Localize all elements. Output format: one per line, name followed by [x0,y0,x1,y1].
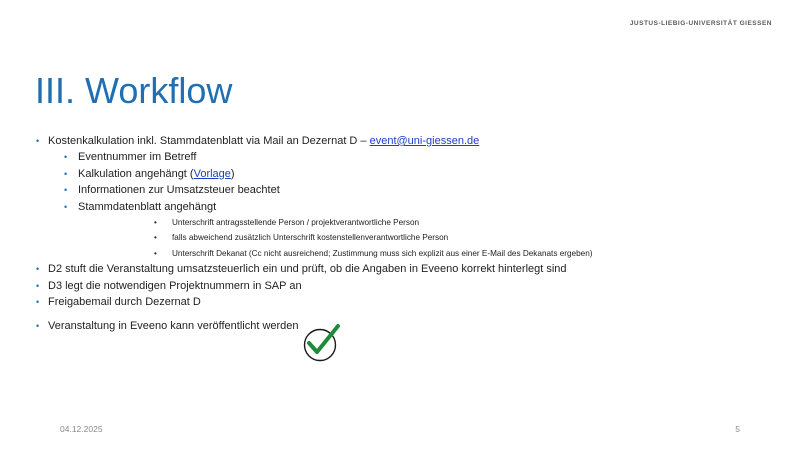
bullet-list [36,133,776,335]
university-brand: JUSTUS-LIEBIG-UNIVERSITÄT GIESSEN [629,20,772,27]
bullet-icon: • [64,185,68,196]
bullet-text: ) [230,167,235,180]
list-item [36,166,776,182]
bullet-icon: • [36,296,40,307]
check-circle-icon [302,324,342,364]
slide-title: III. Workflow [35,70,233,111]
list-item [36,199,776,215]
list-item [36,182,776,198]
spacer [36,310,776,318]
bullet-icon: • [154,233,157,243]
list-item [36,133,776,149]
email-link[interactable]: event@uni-giessen.de [369,135,480,147]
bullet-icon: • [154,217,157,227]
bullet-icon: • [36,321,40,332]
bullet-text: Freigabemail durch Dezernat D [48,295,201,308]
bullet-text: Stammdatenblatt angehängt [78,200,217,213]
list-item [36,294,776,310]
bullet-text: D3 legt die notwendigen Projektnummern in SAP an [48,279,302,292]
page-number: 5 [735,424,740,434]
list-item [36,149,776,165]
bullet-text: D2 stuft die Veranstaltung umsatzsteuerlich ein und prüft, ob die Angaben in Eveeno korrekt hinterlegt sind [48,263,567,276]
bullet-text: Eventnummer im Betreff [78,151,197,164]
bullet-icon: • [36,264,40,275]
bullet-text: Unterschrift Dekanat (Cc nicht ausreichend; Zustimmung muss sich explizit aus einer E-Mail des Dekanats ergeben) [172,248,593,258]
bullet-icon: • [64,152,68,163]
list-item [36,261,776,277]
bullet-icon: • [36,280,40,291]
bullet-text: Veranstaltung in Eveeno kann veröffentlicht werden [48,320,299,333]
list-item [36,230,776,245]
template-link[interactable]: Vorlage [193,167,231,180]
bullet-icon: • [36,136,40,146]
bullet-text: Kalkulation angehängt ( [78,167,194,180]
bullet-text: Informationen zur Umsatzsteuer beachtet [78,184,280,197]
list-item [36,318,776,334]
bullet-text: falls abweichend zusätzlich Unterschrift kostenstellenverantwortliche Person [172,233,449,243]
bullet-icon: • [154,248,157,258]
list-item [36,246,776,261]
bullet-text: Unterschrift antragsstellende Person / projektverantwortliche Person [172,217,420,227]
list-item [36,215,776,230]
footer-date: 04.12.2025 [60,424,103,434]
bullet-icon: • [64,168,68,179]
bullet-text: Kostenkalkulation inkl. Stammdatenblatt via Mail an Dezernat D – [48,135,370,147]
list-item [36,278,776,294]
bullet-icon: • [64,201,68,212]
